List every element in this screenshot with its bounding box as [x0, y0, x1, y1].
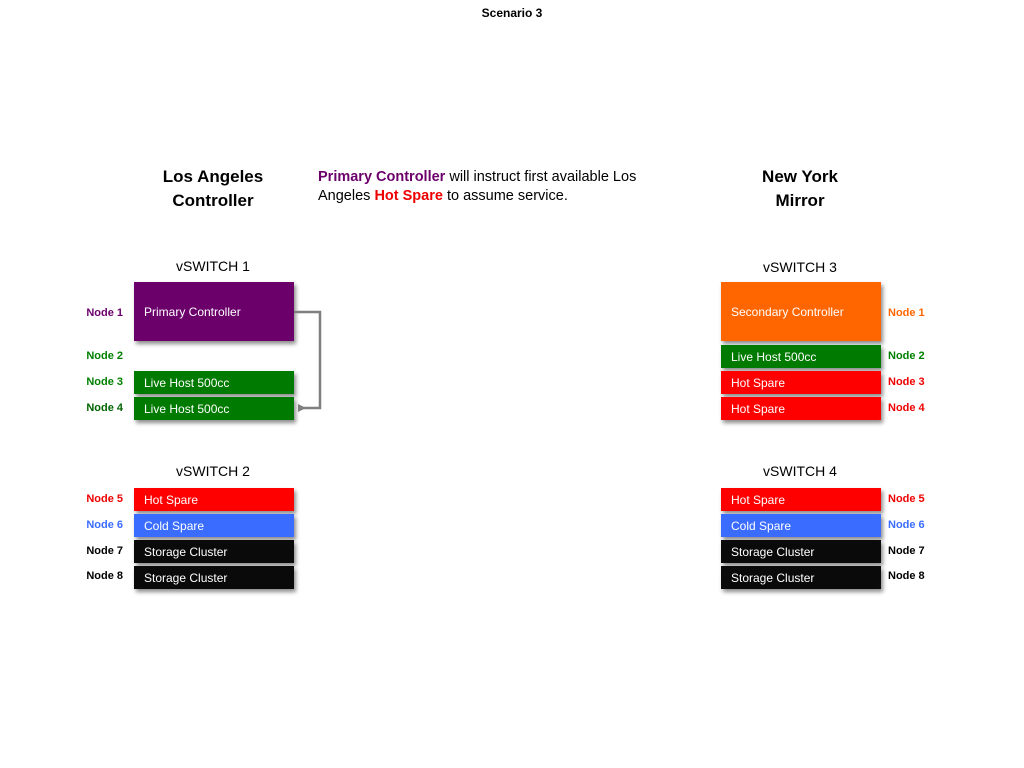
vswitch3-node-2: Node 2 [888, 350, 925, 362]
new-york-title-line2: Mirror [775, 191, 825, 210]
vswitch3-box-secondary-controller [721, 282, 881, 341]
note-primary-controller: Primary Controller [318, 169, 446, 185]
new-york-title-line1: New York [762, 167, 838, 186]
vswitch4-box-cold-spare [721, 514, 881, 537]
vswitch4-title: vSWITCH 4 [763, 463, 837, 479]
box-label: Storage Cluster [731, 570, 815, 585]
vswitch2-box-storage-2 [134, 566, 294, 589]
vswitch3-box-hot-spare-1 [721, 371, 881, 394]
vswitch3-box-hot-spare-2 [721, 397, 881, 420]
vswitch1-box-live-host-1 [134, 371, 294, 394]
vswitch1-box-live-host-2 [134, 397, 294, 420]
vswitch2-box-storage-1 [134, 540, 294, 563]
vswitch4-box-storage-2 [721, 566, 881, 589]
vswitch1-node-2: Node 2 [86, 350, 123, 362]
vswitch1-node-1: Node 1 [86, 307, 123, 319]
vswitch3-node-1: Node 1 [888, 307, 925, 319]
los-angeles-title-line2: Controller [172, 191, 254, 210]
failover-note [318, 168, 678, 206]
vswitch2-box-cold-spare [134, 514, 294, 537]
box-label: Storage Cluster [731, 544, 815, 559]
vswitch3-node-4: Node 4 [888, 402, 925, 414]
vswitch3-node-3: Node 3 [888, 376, 925, 388]
vswitch2-node-7: Node 7 [86, 545, 123, 557]
box-label: Storage Cluster [144, 544, 228, 559]
box-label: Hot Spare [731, 492, 786, 507]
note-text-2: to assume service. [442, 188, 568, 204]
vswitch1-node-4: Node 4 [86, 402, 123, 414]
box-label: Primary Controller [144, 304, 241, 319]
box-label: Storage Cluster [144, 570, 228, 585]
box-label: Hot Spare [731, 375, 786, 390]
box-label: Live Host 500cc [144, 401, 230, 416]
vswitch4-node-7: Node 7 [888, 545, 925, 557]
vswitch1-title: vSWITCH 1 [176, 258, 250, 274]
vswitch1-box-primary-controller [134, 282, 294, 341]
vswitch4-node-8: Node 8 [888, 570, 925, 582]
box-label: Live Host 500cc [731, 349, 817, 364]
box-label: Cold Spare [731, 518, 792, 533]
vswitch4-node-6: Node 6 [888, 519, 925, 531]
vswitch2-node-5: Node 5 [86, 493, 123, 505]
failover-arrow [290, 305, 330, 420]
note-hot-spare: Hot Spare [374, 188, 443, 204]
vswitch2-box-hot-spare [134, 488, 294, 511]
box-label: Secondary Controller [731, 304, 844, 319]
new-york-title [720, 165, 880, 213]
box-label: Hot Spare [731, 401, 786, 416]
vswitch4-box-hot-spare [721, 488, 881, 511]
note-text-1: will instruct first available Los Angeles [318, 169, 637, 204]
los-angeles-title-line1: Los Angeles [162, 167, 264, 186]
vswitch4-node-5: Node 5 [888, 493, 925, 505]
vswitch2-node-8: Node 8 [86, 570, 123, 582]
los-angeles-title [133, 165, 293, 213]
scenario-title: Scenario 3 [481, 6, 543, 20]
box-label: Cold Spare [144, 518, 205, 533]
failover-arrow-path [294, 312, 320, 408]
box-label: Hot Spare [144, 492, 199, 507]
vswitch1-node-3: Node 3 [86, 376, 123, 388]
vswitch3-box-live-host [721, 345, 881, 368]
box-label: Live Host 500cc [144, 375, 230, 390]
vswitch3-title: vSWITCH 3 [763, 259, 837, 275]
vswitch2-title: vSWITCH 2 [176, 463, 250, 479]
vswitch4-box-storage-1 [721, 540, 881, 563]
vswitch2-node-6: Node 6 [86, 519, 123, 531]
